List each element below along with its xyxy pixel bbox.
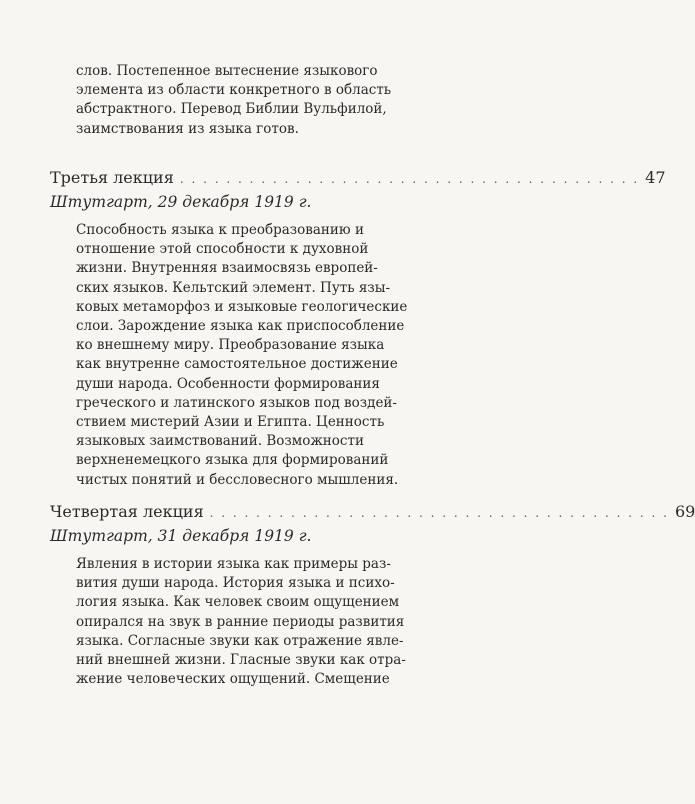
text-line: чистых понятий и бессловесного мышления. — [76, 471, 399, 488]
lecture-place-date: Штутгарт, 31 декабря 1919 г. — [50, 527, 312, 545]
text-line: ствием мистерий Азии и Египта. Ценность — [76, 414, 385, 431]
text-line: языковых заимствований. Возможности — [76, 433, 364, 450]
intro-paragraph — [76, 62, 406, 139]
text-line: абстрактного. Перевод Библии Вульфилой, — [76, 101, 387, 118]
text-line: ских языков. Кельтский элемент. Путь язы- — [76, 279, 391, 296]
toc-entry-third-lecture — [50, 168, 666, 187]
text-line: жение человеческих ощущений. Смещение — [76, 671, 390, 688]
text-line: опирался на звук в ранние периоды развития — [76, 613, 405, 630]
text-line: отношение этой способности к духовной — [76, 241, 369, 258]
text-line: языка. Согласные звуки как отражение явле- — [76, 632, 404, 649]
lecture-title: Четвертая лекция — [50, 502, 204, 521]
toc-entry-fourth-lecture — [50, 502, 695, 521]
lecture-summary — [76, 555, 406, 689]
page-number: 69 — [675, 502, 695, 521]
text-line: элемента из области конкретного в область — [76, 82, 392, 99]
text-line: верхненемецкого языка для формирований — [76, 452, 389, 469]
lecture-summary — [76, 221, 406, 490]
text-line: как внутренне самостоятельное достижение — [76, 356, 398, 373]
text-line: заимствования из языка готов. — [76, 120, 299, 137]
text-line: ко внешнему миру. Преобразование языка — [76, 337, 385, 354]
text-line: логия языка. Как человек своим ощущением — [76, 594, 400, 611]
text-line: Явления в истории языка как примеры раз- — [76, 556, 391, 572]
lecture-title: Третья лекция — [50, 168, 174, 187]
text-line: ковых метаморфоз и языковые геологические — [76, 298, 408, 315]
text-line: ний внешней жизни. Гласные звуки как отра- — [76, 652, 406, 669]
text-line: слов. Постепенное вытеснение языкового — [76, 63, 378, 79]
text-line: души народа. Особенности формирования — [76, 375, 380, 392]
text-line: Способность языка к преобразованию и — [76, 222, 364, 238]
leader-dots: . . . . . . . . . . . . . . . . . . . . . . . . . . . . . . . . . . . . . . . . — [179, 172, 640, 186]
text-line: слои. Зарождение языка как приспособление — [76, 318, 405, 335]
lecture-place-date: Штутгарт, 29 декабря 1919 г. — [50, 193, 312, 211]
text-line: греческого и латинского языков под воздей- — [76, 394, 397, 411]
text-line: жизни. Внутренняя взаимосвязь европей- — [76, 260, 378, 277]
leader-dots: . . . . . . . . . . . . . . . . . . . . . . . . . . . . . . . . . . . . . . . . — [209, 506, 669, 520]
page-number: 47 — [645, 168, 666, 187]
text-line: вития души народа. История языка и психо- — [76, 575, 395, 592]
